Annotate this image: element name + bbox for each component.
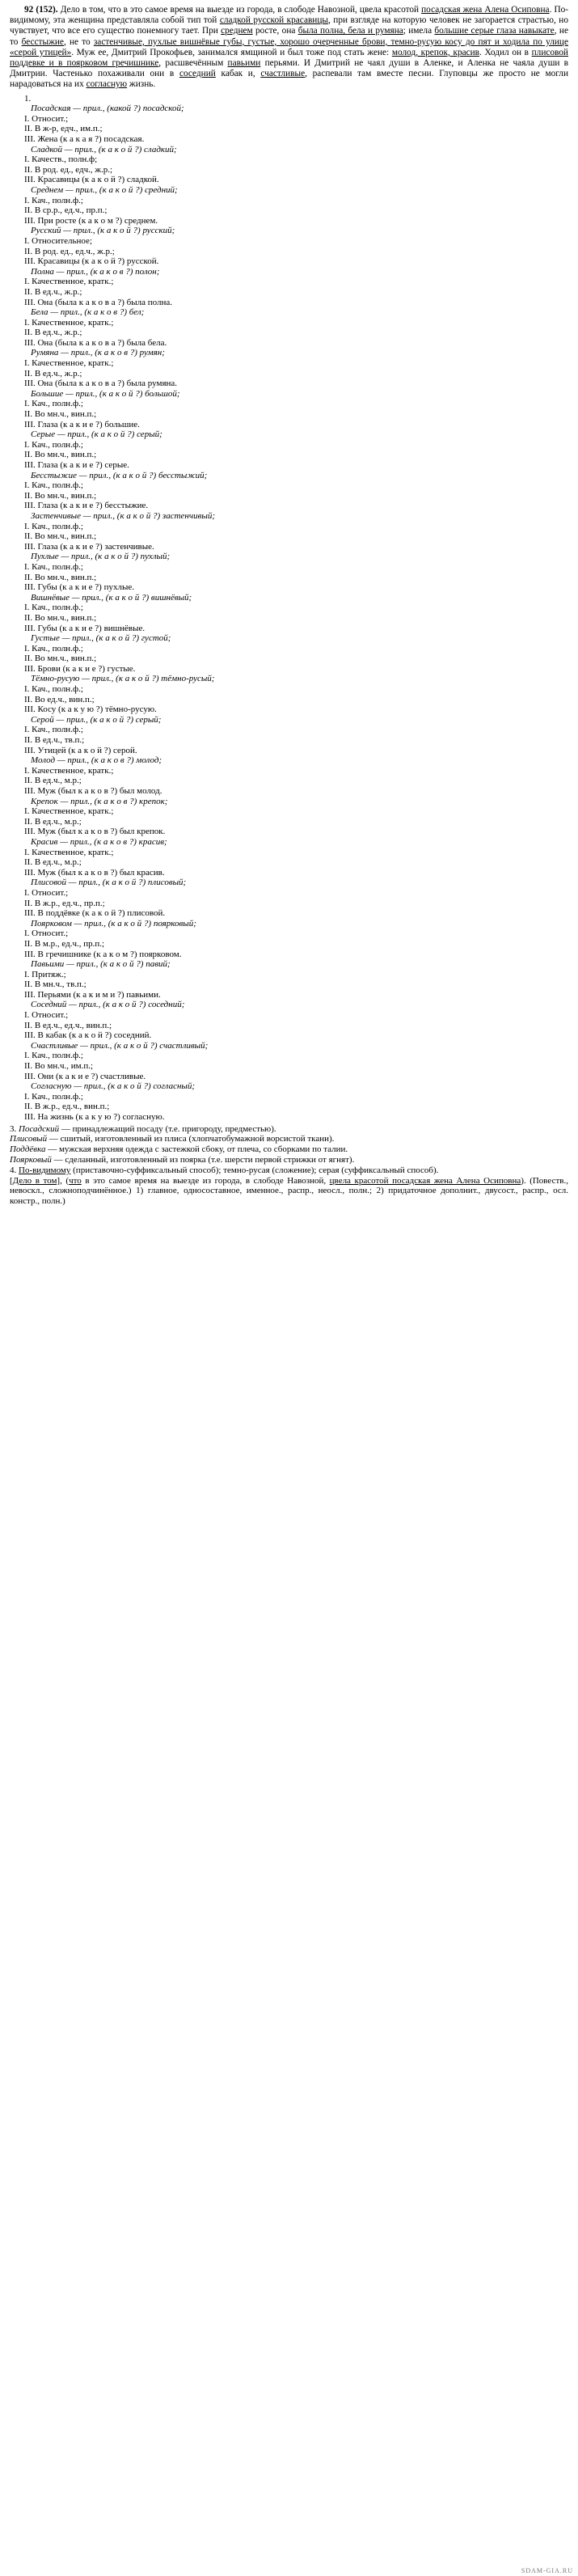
entry-line: III. Они (к а к и е ?) счастливые. [24, 1071, 146, 1081]
entry-line: I. Кач., полн.ф.; [24, 643, 83, 654]
entry-headword: Среднем — прил., (к а к о й ?) средний; [31, 184, 178, 195]
entry-headword: Красив — прил., (к а к о в ?) красив; [31, 836, 167, 847]
entry-headword: Согласную — прил., (к а к о й ?) согласный; [31, 1081, 196, 1092]
exercise-number: 92 (152). [24, 5, 58, 15]
analysis-body [0, 91, 578, 1123]
note-3-text-1: — принадлежащий посаду (т.е. пригороду, предместью). [61, 1123, 276, 1134]
entry-line: I. Кач., полн.ф.; [24, 521, 83, 531]
entry-line: III. Глаза (к а к и е ?) большие. [24, 419, 140, 429]
entry-line: II. В ед.ч., ж.р.; [24, 286, 82, 297]
entry-headword: Вишнёвые — прил., (к а к о й ?) вишнёвый; [31, 592, 192, 603]
entry-line: III. Муж (был к а к о в ?) был красив. [24, 867, 165, 878]
note-item-3: 3. Посадский — принадлежащий посаду (т.е. пригороду, предместью). [10, 1123, 276, 1134]
entry-line: II. В ж.р., ед.ч., вин.п.; [24, 1102, 110, 1112]
final-sentence-analysis: [Дело в том], (что в это самое время на выезде из города, в слободе Навозной, цвела красотой посадская жена Алена Осиповна). (Повеств., невоскл., сложноподчинённое.) 1) главное, односоставное, именное., распр., неосл., полн.; 2) придаточное дополнит., двусост., распр., осл. констр., полн.) [10, 1175, 568, 1207]
entry-line: III. Муж (был к а к о в ?) был молод. [24, 786, 162, 796]
entry-headword: Полна — прил., (к а к о в ?) полон; [31, 266, 160, 277]
entry-headword: Плисовой — прил., (к а к о й ?) плисовый; [31, 878, 187, 888]
entry-line: I. Кач., полн.ф.; [24, 480, 83, 491]
entry-line: I. Кач., полн.ф.; [24, 1051, 83, 1061]
entry-line: I. Качеств., полн.ф; [24, 154, 98, 165]
entry-line: II. В м.р., ед.ч., пр.п.; [24, 938, 105, 949]
task-number: 1. [24, 93, 32, 104]
entry-line: II. В ж-р, едч., им.п.; [24, 124, 103, 134]
entry-headword: Крепок — прил., (к а к о в ?) крепок; [31, 796, 168, 806]
entry-headword: Застенчивые — прил., (к а к о й ?) застенчивый; [31, 510, 216, 521]
entry-line: I. Качественное, кратк.; [24, 847, 114, 857]
entry-line: I. Относит.; [24, 1010, 69, 1021]
entry-headword: Пухлые — прил., (к а к о й ?) пухлый; [31, 552, 171, 562]
note-3-text-3: — мужская верхняя одежда с застежкой сбоку, от плеча, со сборками по талии. [48, 1144, 348, 1155]
entry-line: II. В ед.ч., ед.ч., вин.п.; [24, 1020, 112, 1030]
entry-headword: Счастливые — прил., (к а к о й ?) счастливый; [31, 1040, 209, 1051]
note-4-label: 4. [10, 1165, 17, 1175]
entry-line: I. Притяж.; [24, 969, 66, 979]
entry-line: I. Кач., полн.ф.; [24, 195, 83, 205]
entry-line: III. Губы (к а к и е ?) пухлые. [24, 582, 134, 593]
entry-line: II. В мн.ч., тв.п.; [24, 979, 86, 990]
entry-line: II. Во мн.ч., вин.п.; [24, 612, 97, 623]
entry-line: III. Губы (к а к и е ?) вишнёвые. [24, 623, 146, 633]
entry-headword: Бесстыжие — прил., (к а к о й ?) бесстыжий; [31, 470, 208, 480]
entry-line: I. Кач., полн.ф.; [24, 561, 83, 572]
entry-line: III. Красавицы (к а к о й ?) сладкой. [24, 175, 159, 185]
entry-line: III. Глаза (к а к и е ?) серые. [24, 460, 129, 470]
entry-line: II. Во мн.ч., вин.п.; [24, 572, 97, 582]
note-item-4 [10, 1165, 568, 1176]
entry-headword: Густые — прил., (к а к о й ?) густой; [31, 633, 171, 644]
entry-headword: Большие — прил., (к а к о й ?) большой; [31, 388, 180, 399]
entry-line: II. В род. ед., едч., ж.р.; [24, 164, 113, 175]
entry-line: III. Брови (к а к и е ?) густые. [24, 663, 136, 674]
entry-line: III. Глаза (к а к и е ?) бесстыжие. [24, 501, 149, 511]
entry-line: I. Кач., полн.ф.; [24, 603, 83, 613]
entry-headword: Бела — прил., (к а к о в ?) бел; [31, 307, 145, 318]
entry-headword: Тёмно-русую — прил., (к а к о й ?) тёмно-русый; [31, 674, 215, 684]
entry-line: II. В ед.ч., м.р.; [24, 816, 82, 827]
entry-line: III. При росте (к а к о м ?) среднем. [24, 215, 158, 226]
entry-headword: Павьими — прил., (к а к о й ?) павий; [31, 959, 171, 970]
entry-line: III. Косу (к а к у ю ?) тёмно-русую. [24, 704, 157, 715]
note-item-poyarkovyi: Поярковый — сделанный, изготовленный из поярка (т.е. шерсти первой стрижки от ягнят). [10, 1154, 355, 1165]
entry-headword: Поярковом — прил., (к а к о й ?) поярковый; [31, 918, 196, 928]
entry-line: III. Она (была к а к о в а ?) была полна. [24, 297, 173, 307]
entry-line: II. В ср.р., ед.ч., пр.п.; [24, 205, 108, 216]
entry-line: III. В кабак (к а к о й ?) соседний. [24, 1030, 152, 1041]
entry-line: I. Относит.; [24, 887, 69, 898]
entry-line: II. Во мн.ч., вин.п.; [24, 490, 97, 501]
entry-line: I. Качественное, кратк.; [24, 317, 114, 328]
entry-headword: Серые — прил., (к а к о й ?) серый; [31, 429, 162, 440]
entry-line: III. Муж (был к а к о в ?) был крепок. [24, 827, 166, 837]
note-3-label: 3. [10, 1123, 17, 1134]
entry-headword: Молод — прил., (к а к о в ?) молод; [31, 755, 162, 766]
entry-line: I. Кач., полн.ф.; [24, 1091, 83, 1102]
entry-line: II. В род. ед., ед.ч., ж.р.; [24, 246, 115, 256]
exercise-intro [0, 0, 578, 91]
entry-line: II. В ед.ч., тв.п.; [24, 735, 85, 746]
entry-line: I. Качественное, кратк.; [24, 806, 114, 817]
entry-line: I. Кач., полн.ф.; [24, 725, 83, 735]
entry-line: II. Во мн.ч., вин.п.; [24, 531, 97, 542]
entry-line: I. Качественное, кратк.; [24, 277, 114, 287]
entry-line: II. В ж.р., ед.ч., пр.п.; [24, 898, 105, 908]
entry-line: I. Относительное; [24, 235, 92, 246]
site-watermark: SDAM-GIA.RU [521, 2567, 573, 2574]
entry-line: II. В ед.ч., м.р.; [24, 857, 82, 868]
entry-headword: Серой — прил., (к а к о й ?) серый; [31, 714, 162, 725]
entry-line: I. Кач., полн.ф.; [24, 439, 83, 450]
note-item-poddevka: Поддёвка — мужская верхняя одежда с застежкой сбоку, от плеча, со сборками по талии. [10, 1144, 348, 1155]
entry-line: I. Относит.; [24, 113, 69, 124]
entry-line: II. Во ед.ч., вин.п.; [24, 694, 95, 704]
entry-headword: Посадская — прил., (какой ?) посадской; [31, 104, 184, 114]
entry-line: II. Во мн.ч., вин.п.; [24, 654, 97, 664]
entry-line: I. Кач., полн.ф.; [24, 399, 83, 409]
entry-headword: Румяна — прил., (к а к о в ?) румян; [31, 348, 165, 358]
entry-line: III. Она (была к а к о в а ?) была бела. [24, 337, 167, 348]
entry-line: II. В ед.ч., ж.р.; [24, 368, 82, 379]
note-3-text-2: — сшитый, изготовленный из плиса (хлопчатобумажной ворсистой ткани). [49, 1134, 335, 1144]
entry-line: II. Во мн.ч., вин.п.; [24, 409, 97, 420]
entry-line: III. Жена (к а к а я ?) посадская. [24, 134, 145, 144]
note-3-text-4: — сделанный, изготовленный из поярка (т.е. шерсти первой стрижки от ягнят). [53, 1154, 355, 1165]
entry-line: I. Качественное, кратк.; [24, 765, 114, 776]
entry-line: III. В поддёвке (к а к о й ?) плисовой. [24, 908, 166, 919]
note-item-plis: Плисовый — сшитый, изготовленный из плиса (хлопчатобумажной ворсистой ткани). [10, 1134, 335, 1144]
entry-line: II. В ед.ч., м.р.; [24, 776, 82, 786]
entry-headword: Сладкой — прил., (к а к о й ?) сладкий; [31, 144, 177, 154]
entry-line: III. В гречишнике (к а к о м ?) поярковом. [24, 949, 182, 959]
entry-line: II. Во мн.ч., им.п.; [24, 1061, 94, 1072]
entry-line: II. Во мн.ч., вин.п.; [24, 450, 97, 460]
entry-line: I. Кач., полн.ф.; [24, 684, 83, 695]
notes-section [0, 1123, 578, 1207]
entry-headword: Русский — прил., (к а к о й ?) русский; [31, 226, 175, 236]
exercise-intro-text: Дело в том, что в это самое время на выезде из города, в слободе Навозной, цвела красотой посадская жена Алена Осиповна. По-видимому, эта женщина представляла собой тип той сладкой русской красавицы, при взгляде на которую человек не загорается страстью, но чувствует, что все его существо понемногу тает. При среднем росте, она была полна, бела и румяна; имела большие серые глаза навыкате, не то бесстыжие, не то застенчивые, пухлые вишнёвые губы, густые, хорошо очерченные брови, темно-русую косу до пят и ходила по улице «серой утицей». Муж ее, Дмитрий Прокофьев, занимался ямщиной и был тоже под стать жене: молод, крепок, красив. Ходил он в плисовой поддевке и в поярковом гречишнике, расшвечённым павьими перьями. И Дмитрий не чаял души в Аленке, и Аленка не чаяла души в Дмитрии. Частенько похаживали они в соседний кабак и, счастливые, распевали там вместе песни. Глуповцы же просто не могли нарадоваться на их согласную жизнь. [10, 5, 569, 90]
entry-line: III. Утицей (к а к о й ?) серой. [24, 745, 137, 755]
entry-line: III. На жизнь (к а к у ю ?) согласную. [24, 1112, 165, 1122]
entry-line: III. Глаза (к а к и е ?) застенчивые. [24, 541, 154, 552]
entry-line: III. Перьями (к а к и м и ?) павьими. [24, 989, 161, 1000]
entry-line: III. Красавицы (к а к о й ?) русской. [24, 256, 159, 267]
entry-line: III. Она (была к а к о в а ?) была румяна. [24, 379, 178, 389]
entry-line: I. Относит.; [24, 928, 69, 939]
note-4-text: По-видимому (приставочно-суффиксальный способ); темно-русая (сложение); серая (суффиксальный способ). [19, 1165, 439, 1175]
entry-headword: Соседний — прил., (к а к о й ?) соседний; [31, 1000, 185, 1010]
entry-line: I. Качественное, кратк.; [24, 358, 114, 369]
entry-line: II. В ед.ч., ж.р.; [24, 328, 82, 338]
